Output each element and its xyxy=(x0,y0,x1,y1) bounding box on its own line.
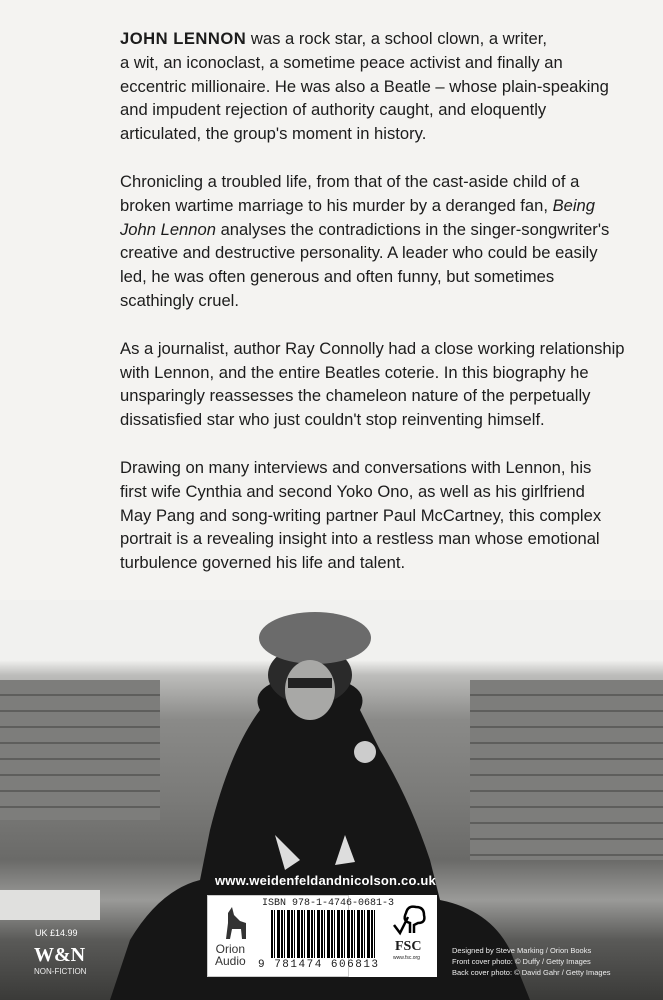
fsc-url: www.fsc.org xyxy=(393,955,420,961)
orion-dog-logo-icon xyxy=(220,905,250,941)
credit-line: Front cover photo: © Duffy / Getty Images xyxy=(452,957,591,966)
audio-label: Audio xyxy=(215,954,246,968)
paragraph-2-text-a: Chronicling a troubled life, from that of the cast-aside child of a broken wartime marriage to his murder by a deranged fan, xyxy=(120,171,580,215)
barcode-number: 9 781474 606813 xyxy=(258,959,380,971)
subject-name: JOHN LENNON xyxy=(120,29,247,48)
publisher-logo: W&N xyxy=(34,944,86,966)
orion-label: Orion xyxy=(215,942,246,956)
barcode xyxy=(271,910,377,958)
book-title: Being John Lennon xyxy=(120,195,596,239)
paragraph-2 xyxy=(120,170,640,313)
publisher-url: www.weidenfeldandnicolson.co.uk xyxy=(215,873,436,888)
credits xyxy=(452,945,611,978)
isbn: ISBN 978-1-4746-0681-3 xyxy=(262,898,395,909)
credit-line: Designed by Steve Marking / Orion Books xyxy=(452,946,592,955)
paragraph-1-text: was a rock star, a school clown, a writer, a wit, an iconoclast, a sometime peace activist and finally an eccentric millionaire. He was also a Beatle – whose plain-speaking and impudent rejection of authority caught, and eloquently articulated, the group's moment in history. xyxy=(120,29,609,144)
fsc-tree-icon xyxy=(392,903,428,939)
price: UK £14.99 xyxy=(35,928,78,938)
blurb-text xyxy=(120,27,640,599)
snow-patch xyxy=(0,890,100,920)
paragraph-4: Drawing on many interviews and conversations with Lennon, his first wife Cynthia and second Yoko Ono, as well as his girlfriend May Pang and song-writing partner Paul McCartney, this complex portrait is a revealing insight into a restless man whose emotional turbulence governed his life and talent. xyxy=(120,457,602,573)
credit-line: Back cover photo: © David Gahr / Getty Images xyxy=(452,968,611,977)
paragraph-1 xyxy=(120,27,640,146)
fsc-label: FSC xyxy=(395,939,422,954)
orion-audio-logo xyxy=(215,943,246,967)
category: NON-FICTION xyxy=(34,967,87,976)
paragraph-2-text-b: analyses the contradictions in the singer-songwriter's creative and destructive personality. A leader who could be easily led, he was often generous and often funny, but sometimes scathingly cruel. xyxy=(120,219,610,310)
paragraph-3: As a journalist, author Ray Connolly had a close working relationship with Lennon, and the entire Beatles coterie. In this biography he unsparingly reassesses the chameleon nature of the perpetually dissatisfied star who just couldn't stop reinventing himself. xyxy=(120,338,625,430)
